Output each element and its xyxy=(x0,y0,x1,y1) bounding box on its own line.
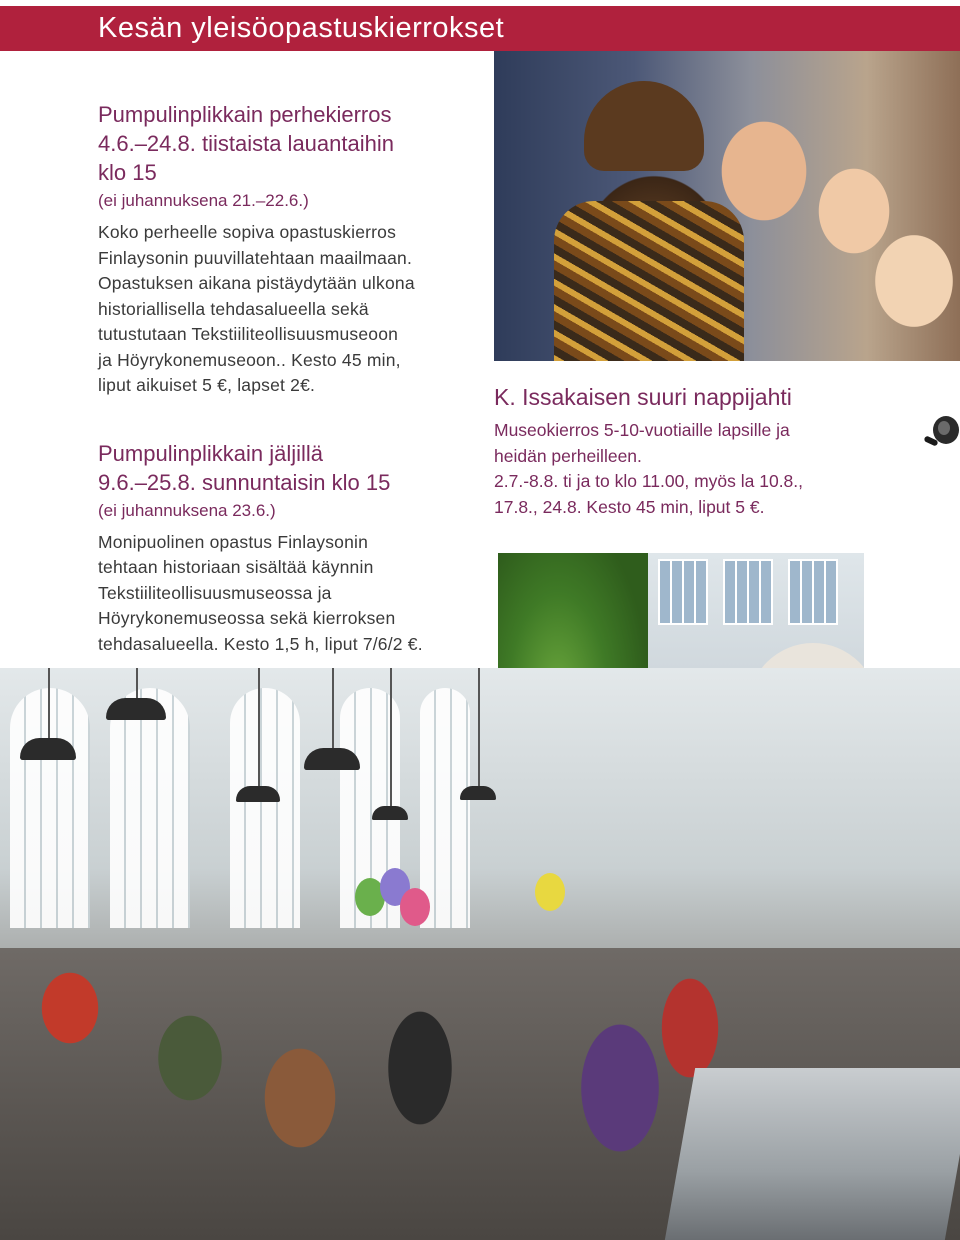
body-line: ja Höyrykonemuseoon.. Kesto 45 min, xyxy=(98,349,401,370)
body-line: Museokierros 5-10-vuotiaille lapsille ja xyxy=(494,420,790,440)
family-tour-heading xyxy=(98,100,478,187)
balloon xyxy=(535,873,565,911)
body-line: Höyrykonemuseossa sekä kierroksen xyxy=(98,608,396,628)
button-hunt-heading: K. Issakaisen suuri nappijahti xyxy=(494,384,792,410)
ceiling-lamp xyxy=(236,786,280,802)
footsteps-tour-heading xyxy=(98,439,478,497)
family-tour-time: klo 15 xyxy=(98,160,157,185)
body-line: liput aikuiset 5 €, lapset 2€. xyxy=(98,375,316,395)
ceiling-lamp xyxy=(372,806,408,820)
balloon xyxy=(400,888,430,926)
building-window xyxy=(658,559,708,625)
family-tour-section xyxy=(98,100,478,399)
body-line: Opastuksen aikana pistäydytään ulkona xyxy=(98,273,415,293)
magnifier-icon xyxy=(922,412,960,454)
guide-coat xyxy=(554,201,744,361)
left-column xyxy=(98,100,478,657)
body-line: Monipuolinen opastus Finlaysonin xyxy=(98,531,369,552)
guide-with-children-photo xyxy=(494,51,960,361)
page-header xyxy=(0,0,960,51)
page-title: Kesän yleisöopastuskierrokset xyxy=(98,12,505,44)
arched-window xyxy=(110,688,190,928)
family-tour-title: Pumpulinplikkain perhekierros xyxy=(98,102,392,127)
cafe-counter xyxy=(665,1068,960,1240)
footsteps-tour-section xyxy=(98,439,478,658)
button-hunt-body xyxy=(494,418,934,520)
footsteps-tour-dates: 9.6.–25.8. sunnuntaisin klo 15 xyxy=(98,469,391,495)
building-window xyxy=(723,559,773,625)
footsteps-tour-note: (ei juhannuksena 23.6.) xyxy=(98,500,276,520)
family-tour-body xyxy=(98,220,478,399)
body-line: tehtaan historiaan sisältää käynnin xyxy=(98,557,374,577)
footsteps-tour-body xyxy=(98,530,478,658)
body-line: 2.7.-8.8. ti ja to klo 11.00, myös la 10.8., xyxy=(494,471,804,491)
body-line: historiallisella tehdasalueella sekä xyxy=(98,298,369,319)
body-line: Koko perheelle sopiva opastuskierros xyxy=(98,222,397,242)
family-tour-note: (ei juhannuksena 21.–22.6.) xyxy=(98,191,309,210)
ceiling-lamp xyxy=(460,786,496,800)
arched-window xyxy=(420,688,470,928)
museum-cafe-hall-photo xyxy=(0,668,960,1240)
ceiling-lamp xyxy=(304,748,360,770)
body-line: tehdasalueella. Kesto 1,5 h, liput 7/6/2 €. xyxy=(98,633,423,654)
arched-window xyxy=(10,688,90,928)
ceiling-lamp xyxy=(106,698,166,720)
footsteps-tour-title: Pumpulinplikkain jäljillä xyxy=(98,440,323,466)
family-tour-dates: 4.6.–24.8. tiistaista lauantaihin xyxy=(98,131,394,156)
guide-hat xyxy=(584,81,704,171)
body-line: 17.8., 24.8. Kesto 45 min, liput 5 €. xyxy=(494,496,765,517)
body-line: tutustutaan Tekstiiliteollisuusmuseoon xyxy=(98,324,399,344)
body-line: Finlaysonin puuvillatehtaan maailmaan. xyxy=(98,247,413,268)
ceiling-lamp xyxy=(20,738,76,760)
arched-window xyxy=(230,688,300,928)
right-column xyxy=(494,382,934,520)
body-line: heidän perheilleen. xyxy=(494,445,642,466)
building-window xyxy=(788,559,838,625)
body-line: Tekstiiliteollisuusmuseossa ja xyxy=(98,582,332,603)
